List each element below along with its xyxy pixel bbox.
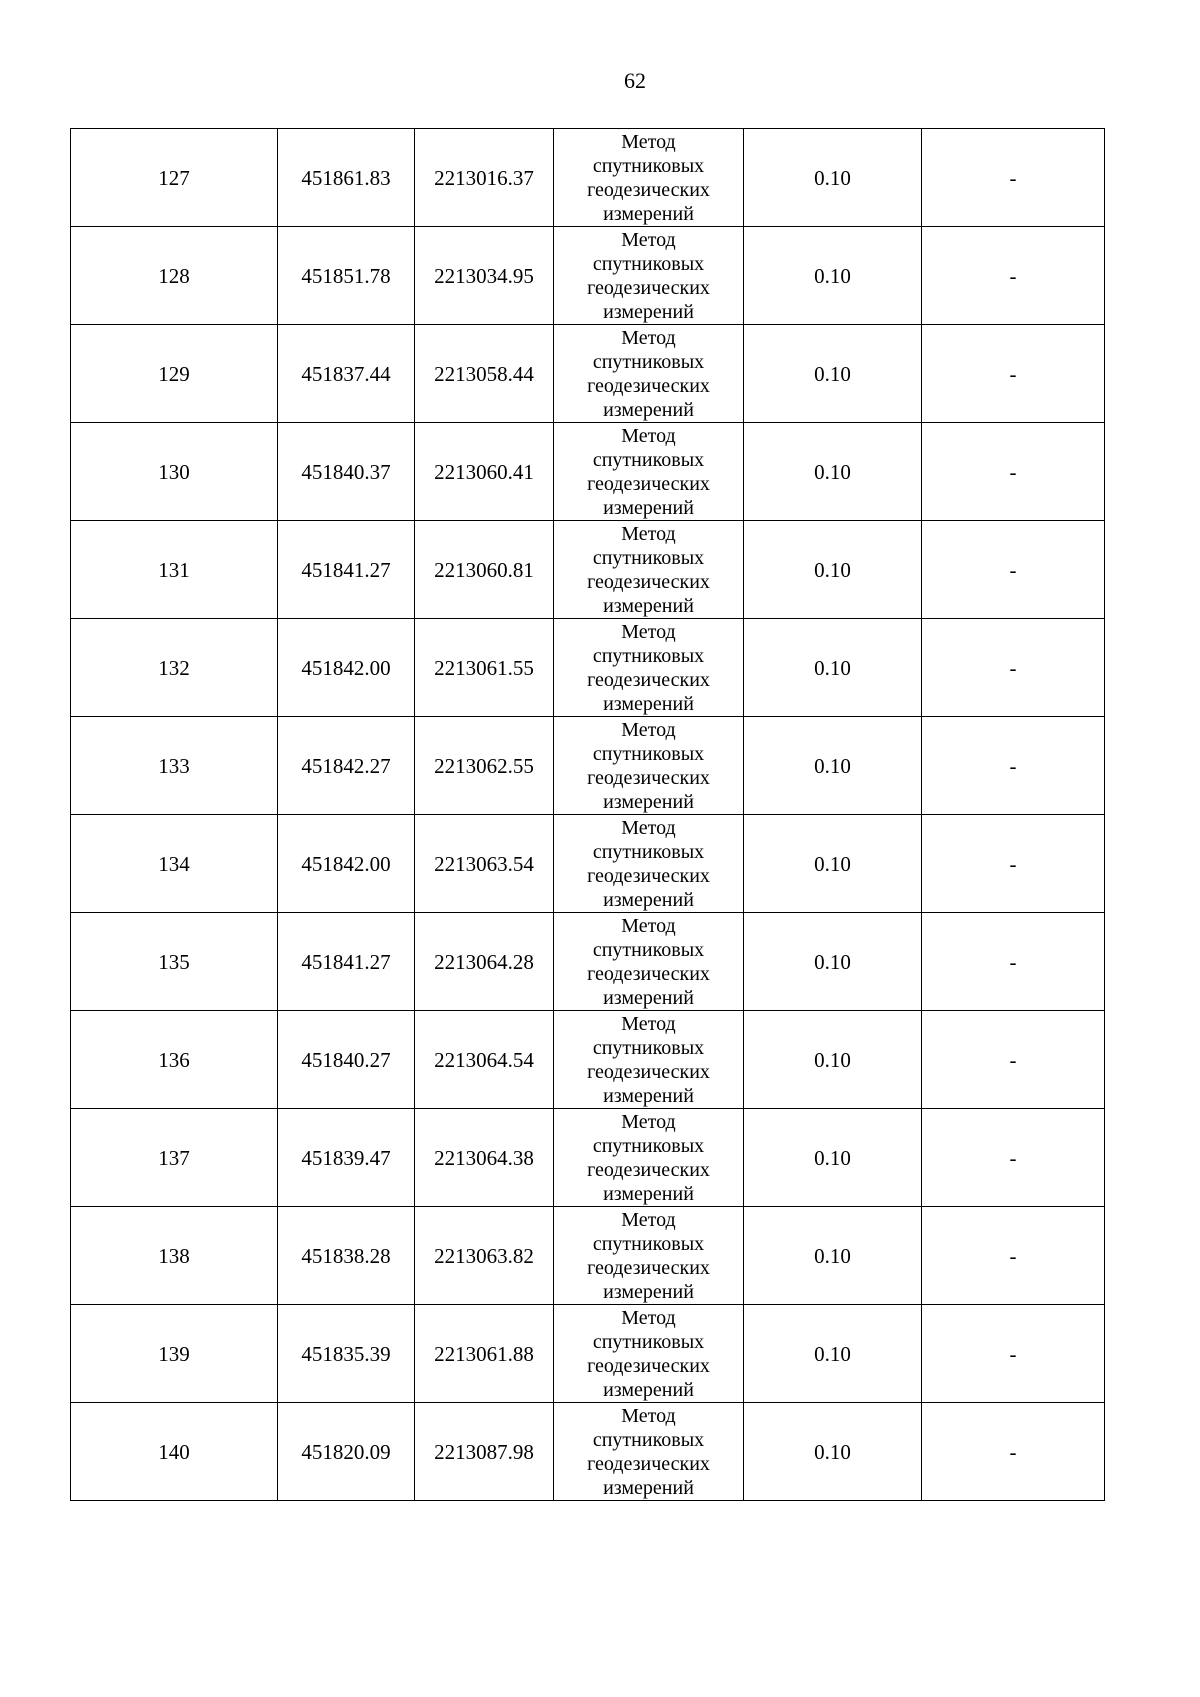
note-cell: -: [922, 1109, 1105, 1207]
method-text: Метод спутниковых геодезических измерений: [587, 326, 710, 421]
note-cell: -: [922, 1207, 1105, 1305]
table-row: [71, 129, 1105, 227]
note-cell: -: [922, 815, 1105, 913]
accuracy-cell: 0.10: [744, 1109, 922, 1207]
note-cell: -: [922, 129, 1105, 227]
accuracy-cell: 0.10: [744, 423, 922, 521]
method-text: Метод спутниковых геодезических измерений: [587, 1208, 710, 1303]
x-coordinate-cell: 451840.27: [278, 1011, 415, 1109]
coordinates-table-container: [70, 128, 1105, 1501]
accuracy-cell: 0.10: [744, 227, 922, 325]
method-cell: [554, 717, 744, 815]
method-text: Метод спутниковых геодезических измерений: [587, 1110, 710, 1205]
point-number-cell: 130: [71, 423, 278, 521]
accuracy-cell: 0.10: [744, 1403, 922, 1501]
method-cell: [554, 1011, 744, 1109]
y-coordinate-cell: 2213064.38: [415, 1109, 554, 1207]
x-coordinate-cell: 451841.27: [278, 913, 415, 1011]
method-cell: [554, 521, 744, 619]
method-cell: [554, 1305, 744, 1403]
x-coordinate-cell: 451835.39: [278, 1305, 415, 1403]
y-coordinate-cell: 2213087.98: [415, 1403, 554, 1501]
method-cell: [554, 1403, 744, 1501]
method-cell: [554, 423, 744, 521]
method-text: Метод спутниковых геодезических измерений: [587, 130, 710, 225]
point-number-cell: 140: [71, 1403, 278, 1501]
table-row: [71, 1011, 1105, 1109]
accuracy-cell: 0.10: [744, 325, 922, 423]
point-number-cell: 133: [71, 717, 278, 815]
x-coordinate-cell: 451861.83: [278, 129, 415, 227]
page-number: 62: [624, 68, 646, 93]
point-number-cell: 135: [71, 913, 278, 1011]
note-cell: -: [922, 1403, 1105, 1501]
accuracy-cell: 0.10: [744, 913, 922, 1011]
method-cell: [554, 227, 744, 325]
method-cell: [554, 325, 744, 423]
method-text: Метод спутниковых геодезических измерений: [587, 1404, 710, 1499]
y-coordinate-cell: 2213058.44: [415, 325, 554, 423]
point-number-cell: 139: [71, 1305, 278, 1403]
x-coordinate-cell: 451838.28: [278, 1207, 415, 1305]
x-coordinate-cell: 451840.37: [278, 423, 415, 521]
method-text: Метод спутниковых геодезических измерений: [587, 620, 710, 715]
y-coordinate-cell: 2213061.88: [415, 1305, 554, 1403]
y-coordinate-cell: 2213063.82: [415, 1207, 554, 1305]
point-number-cell: 129: [71, 325, 278, 423]
accuracy-cell: 0.10: [744, 1011, 922, 1109]
note-cell: -: [922, 1011, 1105, 1109]
x-coordinate-cell: 451842.27: [278, 717, 415, 815]
method-text: Метод спутниковых геодезических измерений: [587, 522, 710, 617]
table-row: [71, 227, 1105, 325]
note-cell: -: [922, 423, 1105, 521]
point-number-cell: 128: [71, 227, 278, 325]
accuracy-cell: 0.10: [744, 1305, 922, 1403]
table-row: [71, 717, 1105, 815]
x-coordinate-cell: 451842.00: [278, 619, 415, 717]
method-text: Метод спутниковых геодезических измерений: [587, 424, 710, 519]
note-cell: -: [922, 227, 1105, 325]
method-cell: [554, 815, 744, 913]
point-number-cell: 137: [71, 1109, 278, 1207]
table-row: [71, 815, 1105, 913]
x-coordinate-cell: 451820.09: [278, 1403, 415, 1501]
accuracy-cell: 0.10: [744, 815, 922, 913]
point-number-cell: 131: [71, 521, 278, 619]
table-row: [71, 1305, 1105, 1403]
y-coordinate-cell: 2213061.55: [415, 619, 554, 717]
method-text: Метод спутниковых геодезических измерений: [587, 914, 710, 1009]
accuracy-cell: 0.10: [744, 129, 922, 227]
note-cell: -: [922, 619, 1105, 717]
method-cell: [554, 129, 744, 227]
y-coordinate-cell: 2213063.54: [415, 815, 554, 913]
table-row: [71, 913, 1105, 1011]
method-cell: [554, 1207, 744, 1305]
y-coordinate-cell: 2213064.28: [415, 913, 554, 1011]
method-cell: [554, 913, 744, 1011]
table-row: [71, 1109, 1105, 1207]
method-text: Метод спутниковых геодезических измерений: [587, 718, 710, 813]
point-number-cell: 134: [71, 815, 278, 913]
method-cell: [554, 1109, 744, 1207]
x-coordinate-cell: 451839.47: [278, 1109, 415, 1207]
table-row: [71, 521, 1105, 619]
accuracy-cell: 0.10: [744, 521, 922, 619]
point-number-cell: 136: [71, 1011, 278, 1109]
method-text: Метод спутниковых геодезических измерений: [587, 816, 710, 911]
y-coordinate-cell: 2213064.54: [415, 1011, 554, 1109]
y-coordinate-cell: 2213034.95: [415, 227, 554, 325]
table-row: [71, 325, 1105, 423]
point-number-cell: 132: [71, 619, 278, 717]
table-body: [71, 129, 1105, 1501]
table-row: [71, 619, 1105, 717]
y-coordinate-cell: 2213062.55: [415, 717, 554, 815]
accuracy-cell: 0.10: [744, 717, 922, 815]
point-number-cell: 127: [71, 129, 278, 227]
coordinates-table: [70, 128, 1105, 1501]
y-coordinate-cell: 2213060.81: [415, 521, 554, 619]
note-cell: -: [922, 521, 1105, 619]
accuracy-cell: 0.10: [744, 619, 922, 717]
table-row: [71, 1207, 1105, 1305]
note-cell: -: [922, 325, 1105, 423]
x-coordinate-cell: 451837.44: [278, 325, 415, 423]
method-cell: [554, 619, 744, 717]
y-coordinate-cell: 2213016.37: [415, 129, 554, 227]
note-cell: -: [922, 1305, 1105, 1403]
method-text: Метод спутниковых геодезических измерений: [587, 1306, 710, 1401]
point-number-cell: 138: [71, 1207, 278, 1305]
method-text: Метод спутниковых геодезических измерений: [587, 1012, 710, 1107]
y-coordinate-cell: 2213060.41: [415, 423, 554, 521]
x-coordinate-cell: 451851.78: [278, 227, 415, 325]
method-text: Метод спутниковых геодезических измерений: [587, 228, 710, 323]
accuracy-cell: 0.10: [744, 1207, 922, 1305]
table-row: [71, 423, 1105, 521]
x-coordinate-cell: 451841.27: [278, 521, 415, 619]
note-cell: -: [922, 913, 1105, 1011]
x-coordinate-cell: 451842.00: [278, 815, 415, 913]
table-row: [71, 1403, 1105, 1501]
note-cell: -: [922, 717, 1105, 815]
